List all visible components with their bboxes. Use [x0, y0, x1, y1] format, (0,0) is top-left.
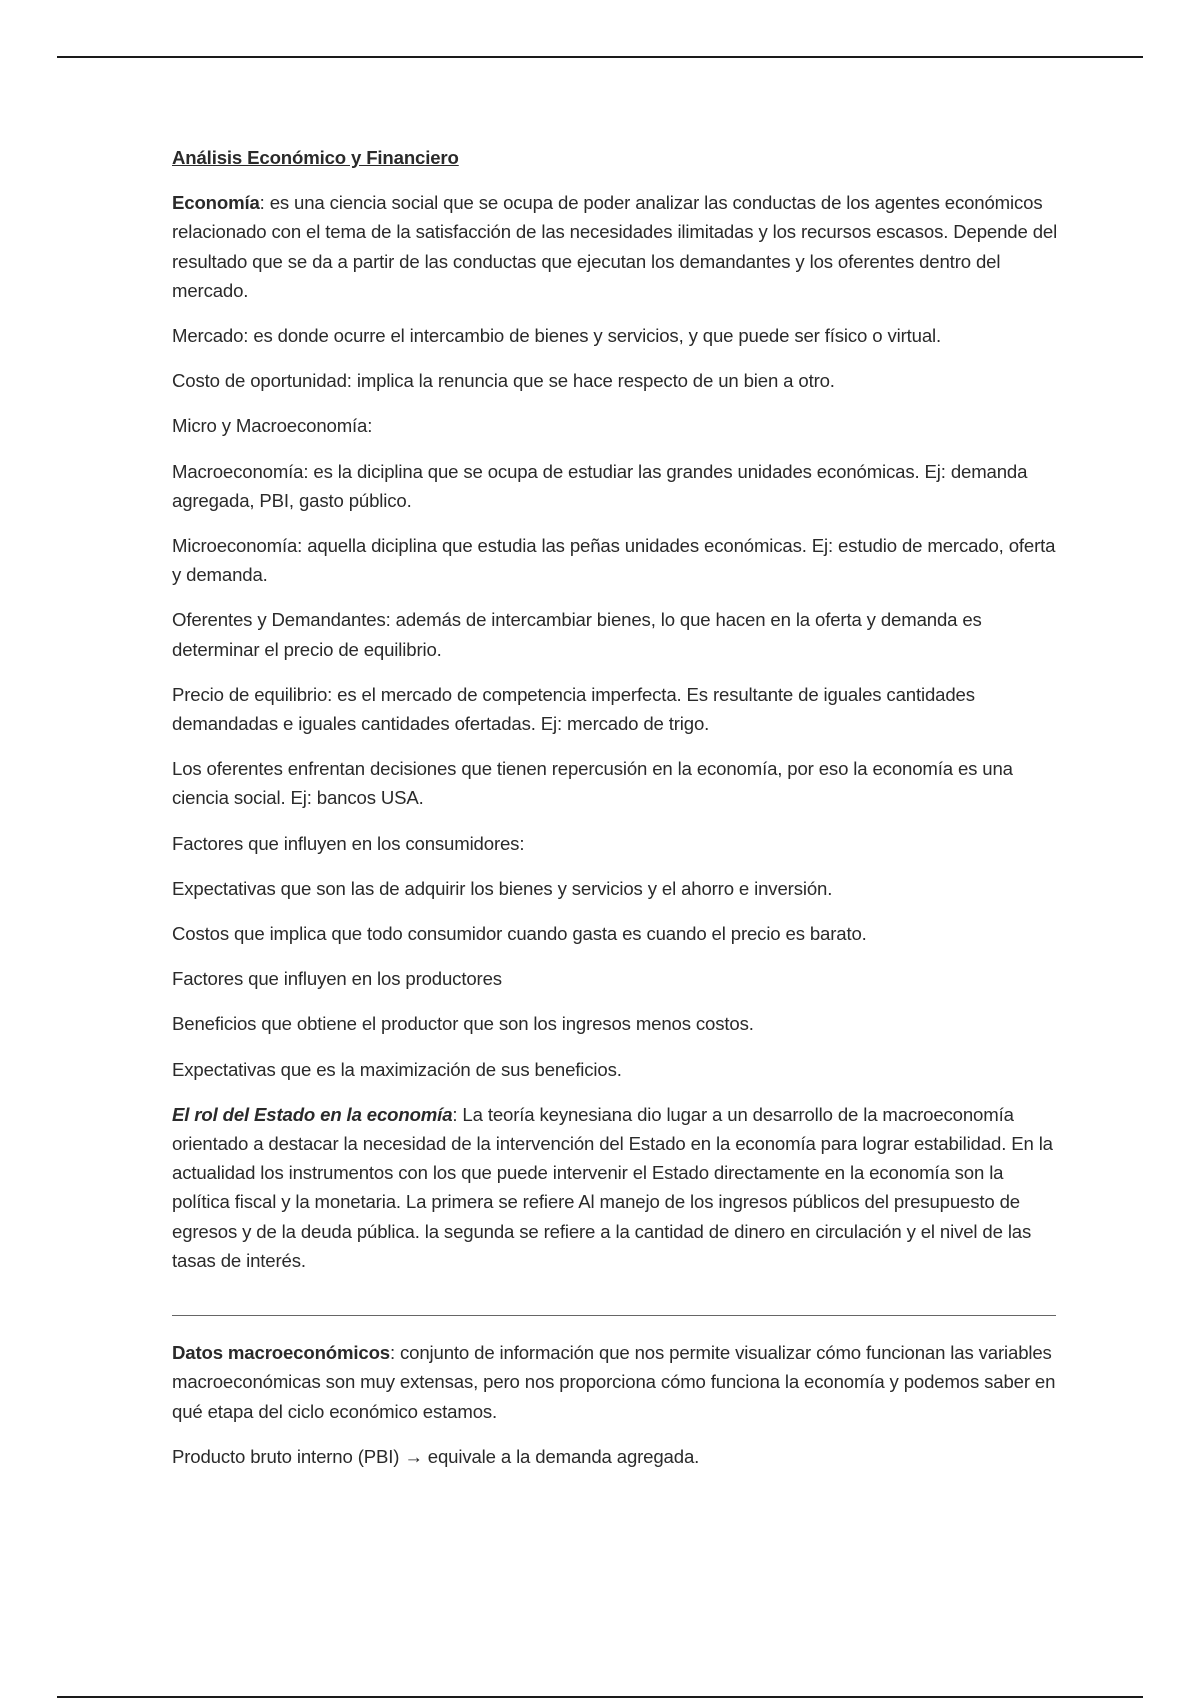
paragraph-microeconomia: Microeconomía: aquella diciplina que estudia las peñas unidades económicas. Ej: estudio de mercado, oferta y demanda.	[172, 535, 1056, 586]
paragraph-rol-estado	[172, 1100, 1062, 1275]
paragraph-expectativas-consumidor: Expectativas que son las de adquirir los bienes y servicios y el ahorro e inversión.	[172, 877, 833, 899]
paragraph-costo-oportunidad: Costo de oportunidad: implica la renuncia que se hace respecto de un bien a otro.	[172, 370, 835, 392]
term-datos-macro: Datos macroeconómicos	[172, 1342, 390, 1364]
footer-rule	[57, 1696, 1143, 1698]
document-body	[172, 143, 1062, 1487]
header-rule	[57, 56, 1143, 58]
paragraph-beneficios-productor: Beneficios que obtiene el productor que son los ingresos menos costos.	[172, 1013, 754, 1035]
term-rol-estado: El rol del Estado en la economía	[172, 1103, 453, 1125]
paragraph-datos-macro	[172, 1338, 1062, 1426]
definition-rol-estado: : La teoría keynesiana dio lugar a un desarrollo de la macroeconomía orientado a destacar la necesidad de la intervención del Estado en la economía para lograr estabilidad. En la actualidad los instrumentos con los que puede intervenir el Estado directamente en la economía son la política fiscal y la monetaria. La primera se refiere Al manejo de los ingresos públicos del presupuesto de egresos y de la deuda pública. la segunda se refiere a la cantidad de dinero en circulación y el nivel de las tasas de interés.	[172, 1103, 1053, 1271]
paragraph-mercado: Mercado: es donde ocurre el intercambio de bienes y servicios, y que puede ser físico o virtual.	[172, 325, 942, 347]
paragraph-economia	[172, 188, 1062, 305]
definition-datos-macro: : conjunto de información que nos permite visualizar cómo funcionan las variables macroeconómicas son muy extensas, pero nos proporciona cómo funciona la economía y podemos saber en qué etapa del ciclo económico estamos.	[172, 1342, 1056, 1422]
paragraph-oferentes-decisiones: Los oferentes enfrentan decisiones que tienen repercusión en la economía, por eso la economía es una ciencia social. Ej: bancos USA.	[172, 758, 1013, 809]
definition-economia: : es una ciencia social que se ocupa de poder analizar las conductas de los agentes económicos relacionado con el tema de la satisfacción de las necesidades ilimitadas y los recursos escasos. Depende del resultado que se da a partir de las conductas que ejecutan los demandantes y los oferentes dentro del mercado.	[172, 192, 1058, 301]
document-title: Análisis Económico y Financiero	[172, 147, 459, 168]
paragraph-costos-consumidor: Costos que implica que todo consumidor cuando gasta es cuando el precio es barato.	[172, 923, 867, 945]
term-economia: Economía	[172, 192, 260, 214]
paragraph-macroeconomia: Macroeconomía: es la diciplina que se ocupa de estudiar las grandes unidades económicas. Ej: demanda agregada, PBI, gasto público.	[172, 460, 1028, 511]
paragraph-factores-productores: Factores que influyen en los productores	[172, 968, 502, 990]
paragraph-precio-equilibrio: Precio de equilibrio: es el mercado de competencia imperfecta. Es resultante de iguales cantidades demandadas e iguales cantidades ofertadas. Ej: mercado de trigo.	[172, 683, 975, 735]
paragraph-micro-macro: Micro y Macroeconomía:	[172, 415, 373, 437]
paragraph-pbi: Producto bruto interno (PBI) → equivale a la demanda agregada.	[172, 1445, 700, 1467]
paragraph-oferentes-demandantes: Oferentes y Demandantes: además de intercambiar bienes, lo que hacen en la oferta y demanda es determinar el precio de equilibrio.	[172, 609, 982, 660]
paragraph-factores-consumidores: Factores que influyen en los consumidores:	[172, 832, 525, 854]
paragraph-expectativas-productor: Expectativas que es la maximización de sus beneficios.	[172, 1058, 622, 1080]
section-separator	[172, 1315, 1056, 1316]
